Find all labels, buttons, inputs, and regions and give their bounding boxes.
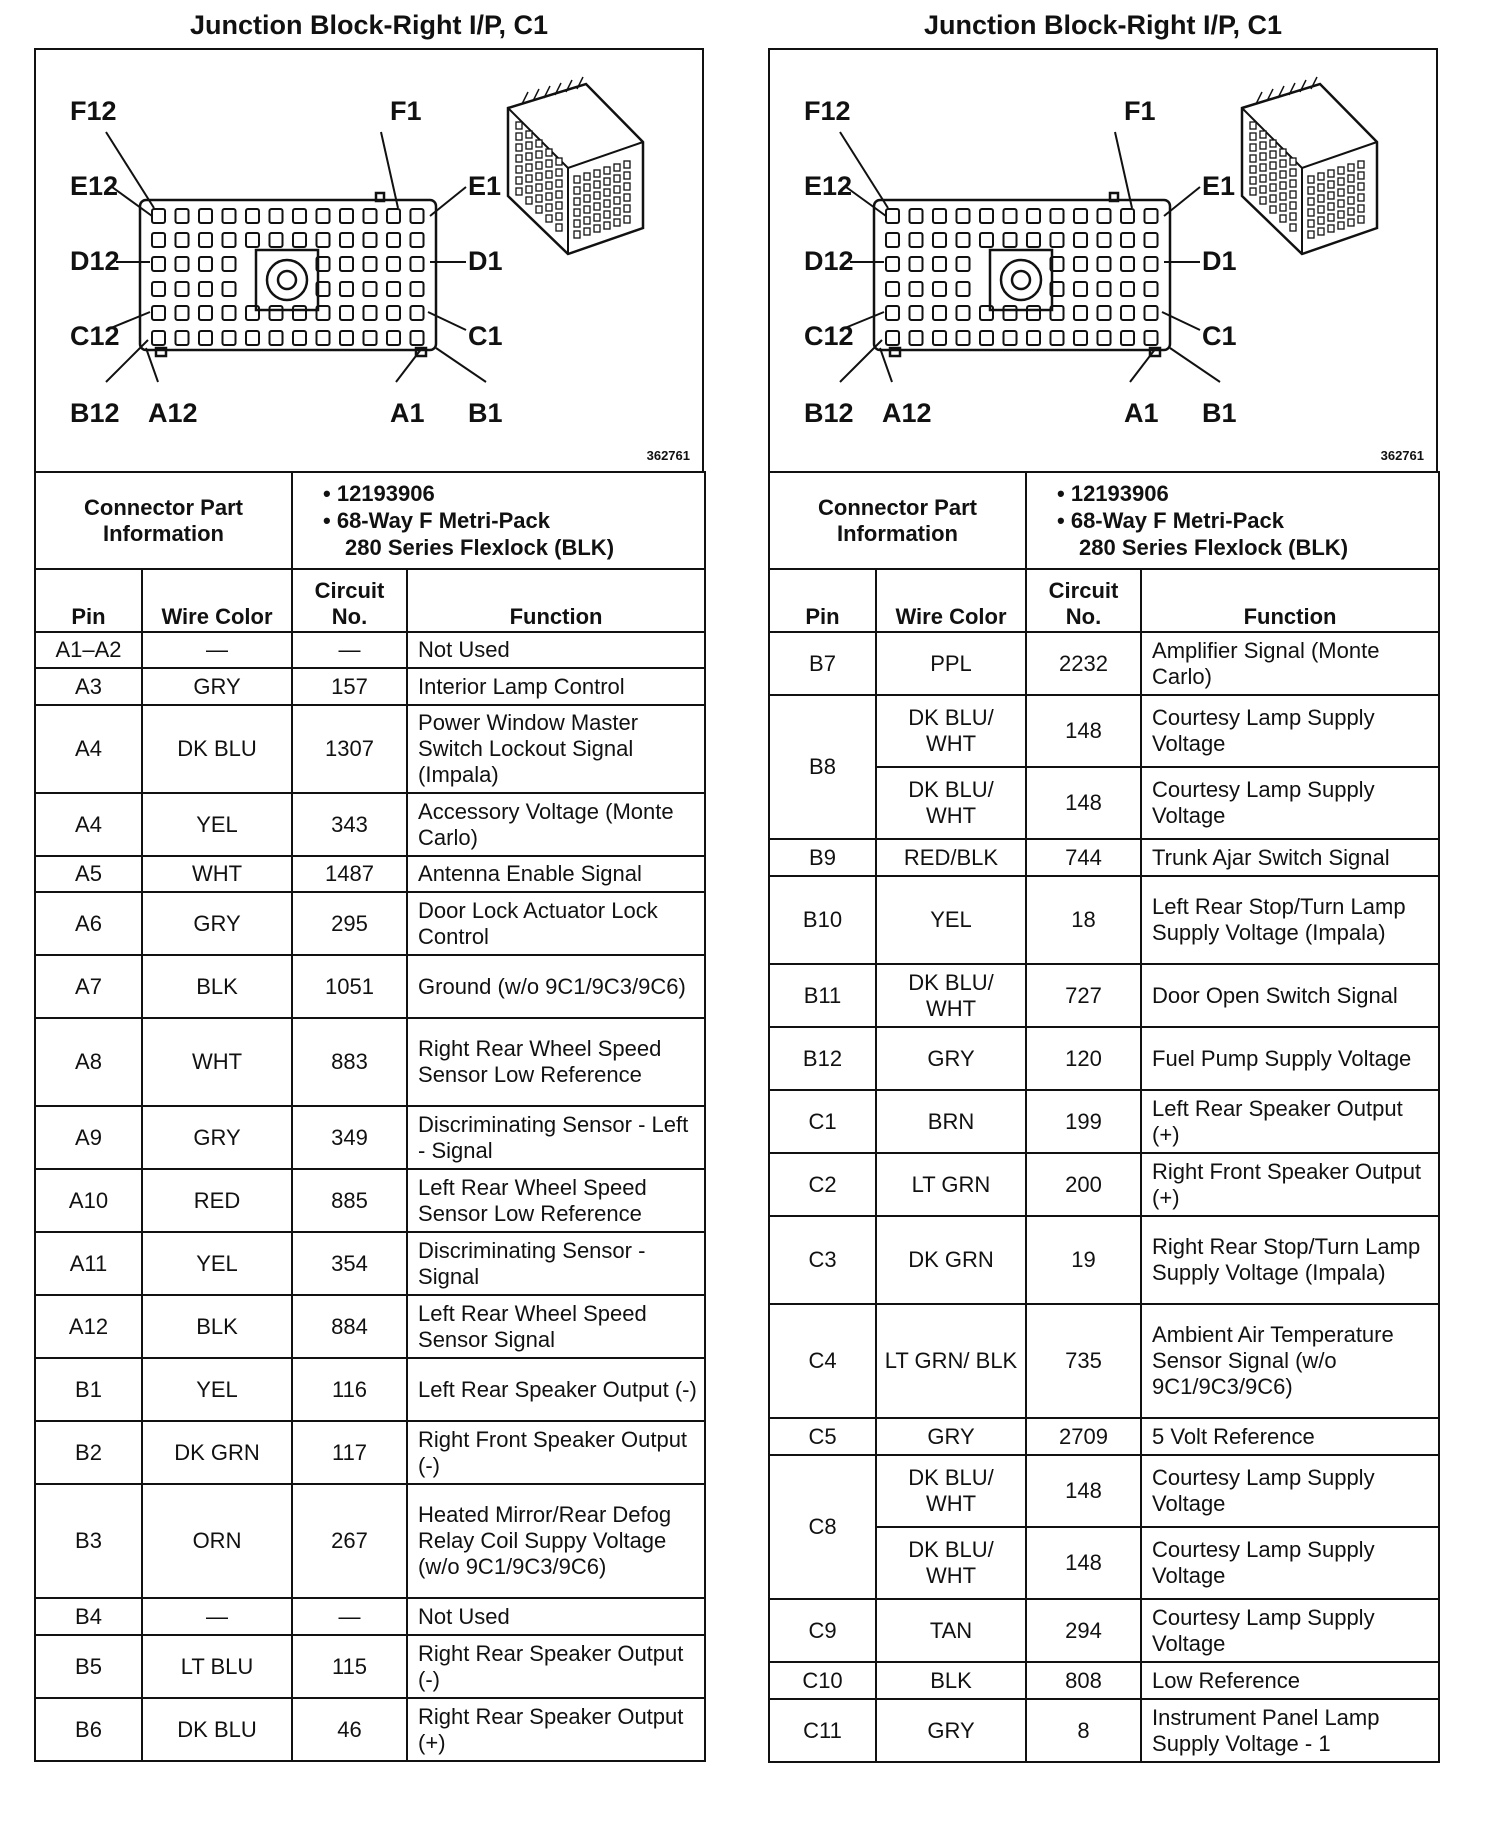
circuit-cell: 343 bbox=[292, 793, 407, 856]
function-cell: Antenna Enable Signal bbox=[407, 856, 705, 892]
wire-color-cell: DK GRN bbox=[142, 1421, 292, 1484]
pin-label-c12: C12 bbox=[70, 321, 120, 351]
pin-cell: A9 bbox=[35, 1106, 142, 1169]
table-row bbox=[769, 1599, 1439, 1662]
pin-label-a12: A12 bbox=[148, 398, 198, 428]
page-title: Junction Block-Right I/P, C1 bbox=[189, 10, 549, 40]
function-cell: Courtesy Lamp Supply Voltage bbox=[1141, 695, 1439, 767]
wire-color-cell: DK GRN bbox=[876, 1216, 1026, 1304]
wire-color-cell: LT GRN bbox=[876, 1153, 1026, 1216]
circuit-cell: 148 bbox=[1026, 767, 1141, 839]
circuit-cell: 2709 bbox=[1026, 1418, 1141, 1455]
pin-label-a12: A12 bbox=[882, 398, 932, 428]
table-row bbox=[769, 1662, 1439, 1699]
pin-label-a1: A1 bbox=[390, 398, 425, 428]
pin-cell: B5 bbox=[35, 1635, 142, 1698]
right-panel bbox=[768, 0, 1438, 1763]
table-row bbox=[35, 668, 705, 705]
function-cell: Discriminating Sensor - Left - Signal bbox=[407, 1106, 705, 1169]
function-cell: Heated Mirror/Rear Defog Relay Coil Suppy Voltage (w/o 9C1/9C3/9C6) bbox=[407, 1484, 705, 1598]
pin-label-d12: D12 bbox=[804, 246, 854, 276]
col-header-pin: Pin bbox=[769, 569, 876, 632]
table-row bbox=[35, 1358, 705, 1421]
pinout-table bbox=[34, 471, 706, 1762]
wire-color-cell: GRY bbox=[876, 1699, 1026, 1762]
connector-info-values bbox=[1026, 472, 1439, 569]
table-row bbox=[769, 1090, 1439, 1153]
circuit-cell: — bbox=[292, 632, 407, 668]
circuit-cell: 295 bbox=[292, 892, 407, 955]
function-cell: Power Window Master Switch Lockout Signal (Impala) bbox=[407, 705, 705, 793]
pin-cell: B11 bbox=[769, 964, 876, 1027]
table-row bbox=[35, 892, 705, 955]
pinout-table bbox=[768, 471, 1440, 1763]
pin-label-d1: D1 bbox=[1202, 246, 1237, 276]
pin-cell: A12 bbox=[35, 1295, 142, 1358]
circuit-cell: 117 bbox=[292, 1421, 407, 1484]
pin-cell: A8 bbox=[35, 1018, 142, 1106]
pin-label-b12: B12 bbox=[70, 398, 120, 428]
wire-color-cell: LT GRN/ BLK bbox=[876, 1304, 1026, 1418]
function-cell: Right Rear Wheel Speed Sensor Low Reference bbox=[407, 1018, 705, 1106]
function-cell: Right Rear Speaker Output (-) bbox=[407, 1635, 705, 1698]
circuit-cell: 2232 bbox=[1026, 632, 1141, 695]
pin-cell: A10 bbox=[35, 1169, 142, 1232]
pin-label-b1: B1 bbox=[1202, 398, 1237, 428]
function-cell: Right Front Speaker Output (-) bbox=[407, 1421, 705, 1484]
function-cell: Right Rear Stop/Turn Lamp Supply Voltage (Impala) bbox=[1141, 1216, 1439, 1304]
circuit-cell: 1487 bbox=[292, 856, 407, 892]
left-panel bbox=[34, 0, 704, 1762]
pin-cell: A11 bbox=[35, 1232, 142, 1295]
pin-cell: C9 bbox=[769, 1599, 876, 1662]
wire-color-cell: — bbox=[142, 632, 292, 668]
table-row bbox=[769, 1304, 1439, 1418]
wire-color-cell: TAN bbox=[876, 1599, 1026, 1662]
pin-label-c1: C1 bbox=[1202, 321, 1237, 351]
pin-cell: C11 bbox=[769, 1699, 876, 1762]
circuit-cell: 116 bbox=[292, 1358, 407, 1421]
circuit-cell: 148 bbox=[1026, 1527, 1141, 1599]
circuit-cell: 157 bbox=[292, 668, 407, 705]
pin-cell: B2 bbox=[35, 1421, 142, 1484]
pin-label-b1: B1 bbox=[468, 398, 503, 428]
pin-cell: B10 bbox=[769, 876, 876, 964]
connector-series: 280 Series Flexlock (BLK) bbox=[345, 535, 615, 560]
function-cell: Fuel Pump Supply Voltage bbox=[1141, 1027, 1439, 1090]
pin-cell: B1 bbox=[35, 1358, 142, 1421]
pin-label-c1: C1 bbox=[468, 321, 503, 351]
wire-color-cell: YEL bbox=[142, 1358, 292, 1421]
col-header-circuit: Circuit No. bbox=[292, 569, 407, 632]
function-cell: Ambient Air Temperature Sensor Signal (w/o 9C1/9C3/9C6) bbox=[1141, 1304, 1439, 1418]
function-cell: Accessory Voltage (Monte Carlo) bbox=[407, 793, 705, 856]
table-row bbox=[35, 955, 705, 1018]
table-row bbox=[769, 1027, 1439, 1090]
pin-label-e12: E12 bbox=[70, 171, 119, 201]
pin-label-f1: F1 bbox=[390, 96, 422, 126]
function-cell: Door Lock Actuator Lock Control bbox=[407, 892, 705, 955]
table-row bbox=[769, 876, 1439, 964]
table-row bbox=[35, 705, 705, 793]
wire-color-cell: BLK bbox=[142, 955, 292, 1018]
table-row bbox=[35, 632, 705, 668]
circuit-cell: 148 bbox=[1026, 695, 1141, 767]
function-cell: Not Used bbox=[407, 632, 705, 668]
pin-cell: A5 bbox=[35, 856, 142, 892]
function-cell: Left Rear Wheel Speed Sensor Low Reference bbox=[407, 1169, 705, 1232]
circuit-cell: — bbox=[292, 1598, 407, 1635]
wire-color-cell: DK BLU/ WHT bbox=[876, 1527, 1026, 1599]
pin-label-c12: C12 bbox=[804, 321, 854, 351]
pin-cell: B8 bbox=[769, 695, 876, 839]
wire-color-cell: LT BLU bbox=[142, 1635, 292, 1698]
pin-cell: C2 bbox=[769, 1153, 876, 1216]
connector-face-drawing bbox=[36, 50, 706, 473]
table-row bbox=[35, 1598, 705, 1635]
function-cell: Right Front Speaker Output (+) bbox=[1141, 1153, 1439, 1216]
circuit-cell: 120 bbox=[1026, 1027, 1141, 1090]
table-row bbox=[769, 1418, 1439, 1455]
circuit-cell: 883 bbox=[292, 1018, 407, 1106]
wire-color-cell: RED bbox=[142, 1169, 292, 1232]
pin-cell: A1–A2 bbox=[35, 632, 142, 668]
connector-info-values bbox=[292, 472, 705, 569]
function-cell: Left Rear Speaker Output (-) bbox=[407, 1358, 705, 1421]
circuit-cell: 885 bbox=[292, 1169, 407, 1232]
wire-color-cell: — bbox=[142, 1598, 292, 1635]
function-cell: Trunk Ajar Switch Signal bbox=[1141, 839, 1439, 876]
table-row bbox=[769, 632, 1439, 695]
pin-label-f12: F12 bbox=[804, 96, 851, 126]
pin-label-e1: E1 bbox=[1202, 171, 1236, 201]
table-row bbox=[35, 1484, 705, 1598]
pin-cell: A4 bbox=[35, 705, 142, 793]
circuit-cell: 354 bbox=[292, 1232, 407, 1295]
function-cell: Discriminating Sensor - Signal bbox=[407, 1232, 705, 1295]
circuit-cell: 735 bbox=[1026, 1304, 1141, 1418]
wire-color-cell: BLK bbox=[142, 1295, 292, 1358]
connector-diagram bbox=[34, 48, 704, 471]
pin-cell: C10 bbox=[769, 1662, 876, 1699]
circuit-cell: 46 bbox=[292, 1698, 407, 1761]
pin-cell: C4 bbox=[769, 1304, 876, 1418]
circuit-cell: 148 bbox=[1026, 1455, 1141, 1527]
circuit-cell: 267 bbox=[292, 1484, 407, 1598]
pin-label-e12: E12 bbox=[804, 171, 853, 201]
connector-info-header: Connector Part Information bbox=[769, 472, 1026, 569]
table-row bbox=[35, 856, 705, 892]
col-header-wire-color: Wire Color bbox=[876, 569, 1026, 632]
wire-color-cell: RED/BLK bbox=[876, 839, 1026, 876]
table-row bbox=[769, 1699, 1439, 1762]
pin-label-a1: A1 bbox=[1124, 398, 1159, 428]
wire-color-cell: YEL bbox=[142, 1232, 292, 1295]
function-cell: 5 Volt Reference bbox=[1141, 1418, 1439, 1455]
diagram-part-number: 362761 bbox=[1380, 448, 1424, 463]
pin-label-d12: D12 bbox=[70, 246, 120, 276]
wire-color-cell: DK BLU bbox=[142, 1698, 292, 1761]
connector-type: • 68-Way F Metri-Pack bbox=[1057, 508, 1284, 533]
circuit-cell: 19 bbox=[1026, 1216, 1141, 1304]
wire-color-cell: DK BLU/ WHT bbox=[876, 767, 1026, 839]
table-header-row bbox=[35, 569, 705, 632]
wire-color-cell: YEL bbox=[876, 876, 1026, 964]
connector-type: • 68-Way F Metri-Pack bbox=[323, 508, 550, 533]
wire-color-cell: PPL bbox=[876, 632, 1026, 695]
table-row bbox=[35, 1698, 705, 1761]
col-header-function: Function bbox=[407, 569, 705, 632]
col-header-pin: Pin bbox=[35, 569, 142, 632]
pin-cell: C1 bbox=[769, 1090, 876, 1153]
table-row bbox=[35, 1421, 705, 1484]
pin-cell: C3 bbox=[769, 1216, 876, 1304]
wire-color-cell: WHT bbox=[142, 856, 292, 892]
function-cell: Right Rear Speaker Output (+) bbox=[407, 1698, 705, 1761]
pin-label-d1: D1 bbox=[468, 246, 503, 276]
wire-color-cell: GRY bbox=[142, 892, 292, 955]
function-cell: Door Open Switch Signal bbox=[1141, 964, 1439, 1027]
circuit-cell: 8 bbox=[1026, 1699, 1141, 1762]
function-cell: Left Rear Stop/Turn Lamp Supply Voltage (Impala) bbox=[1141, 876, 1439, 964]
pin-label-e1: E1 bbox=[468, 171, 502, 201]
table-row bbox=[35, 1635, 705, 1698]
table-row bbox=[35, 793, 705, 856]
pin-cell: A7 bbox=[35, 955, 142, 1018]
table-row bbox=[35, 1169, 705, 1232]
circuit-cell: 808 bbox=[1026, 1662, 1141, 1699]
function-cell: Low Reference bbox=[1141, 1662, 1439, 1699]
pin-cell: B3 bbox=[35, 1484, 142, 1598]
circuit-cell: 744 bbox=[1026, 839, 1141, 876]
pin-label-f1: F1 bbox=[1124, 96, 1156, 126]
wire-color-cell: GRY bbox=[876, 1027, 1026, 1090]
wire-color-cell: GRY bbox=[876, 1418, 1026, 1455]
table-row bbox=[769, 1216, 1439, 1304]
circuit-cell: 349 bbox=[292, 1106, 407, 1169]
circuit-cell: 727 bbox=[1026, 964, 1141, 1027]
table-row bbox=[35, 1018, 705, 1106]
wire-color-cell: WHT bbox=[142, 1018, 292, 1106]
function-cell: Courtesy Lamp Supply Voltage bbox=[1141, 1455, 1439, 1527]
wire-color-cell: BLK bbox=[876, 1662, 1026, 1699]
table-row bbox=[769, 964, 1439, 1027]
table-row bbox=[35, 1106, 705, 1169]
function-cell: Interior Lamp Control bbox=[407, 668, 705, 705]
circuit-cell: 199 bbox=[1026, 1090, 1141, 1153]
function-cell: Courtesy Lamp Supply Voltage bbox=[1141, 1527, 1439, 1599]
function-cell: Courtesy Lamp Supply Voltage bbox=[1141, 1599, 1439, 1662]
pin-cell: B7 bbox=[769, 632, 876, 695]
circuit-cell: 1307 bbox=[292, 705, 407, 793]
wire-color-cell: GRY bbox=[142, 1106, 292, 1169]
connector-part-number: • 12193906 bbox=[323, 481, 435, 506]
wire-color-cell: BRN bbox=[876, 1090, 1026, 1153]
circuit-cell: 294 bbox=[1026, 1599, 1141, 1662]
col-header-wire-color: Wire Color bbox=[142, 569, 292, 632]
diagram-part-number: 362761 bbox=[646, 448, 690, 463]
function-cell: Courtesy Lamp Supply Voltage bbox=[1141, 767, 1439, 839]
wire-color-cell: GRY bbox=[142, 668, 292, 705]
pin-cell: A4 bbox=[35, 793, 142, 856]
col-header-circuit: Circuit No. bbox=[1026, 569, 1141, 632]
wire-color-cell: DK BLU/ WHT bbox=[876, 1455, 1026, 1527]
table-row bbox=[769, 695, 1439, 767]
table-row bbox=[35, 1232, 705, 1295]
connector-part-number: • 12193906 bbox=[1057, 481, 1169, 506]
function-cell: Left Rear Wheel Speed Sensor Signal bbox=[407, 1295, 705, 1358]
table-row bbox=[769, 839, 1439, 876]
wire-color-cell: DK BLU/ WHT bbox=[876, 695, 1026, 767]
function-cell: Left Rear Speaker Output (+) bbox=[1141, 1090, 1439, 1153]
function-cell: Not Used bbox=[407, 1598, 705, 1635]
table-row bbox=[769, 1153, 1439, 1216]
pin-label-f12: F12 bbox=[70, 96, 117, 126]
pin-cell: B4 bbox=[35, 1598, 142, 1635]
wire-color-cell: YEL bbox=[142, 793, 292, 856]
table-row bbox=[35, 1295, 705, 1358]
connector-info-row bbox=[35, 472, 705, 569]
pin-cell: C8 bbox=[769, 1455, 876, 1599]
connector-series: 280 Series Flexlock (BLK) bbox=[1079, 535, 1349, 560]
wire-color-cell: ORN bbox=[142, 1484, 292, 1598]
pin-cell: C5 bbox=[769, 1418, 876, 1455]
pin-cell: A3 bbox=[35, 668, 142, 705]
pin-cell: B12 bbox=[769, 1027, 876, 1090]
circuit-cell: 115 bbox=[292, 1635, 407, 1698]
circuit-cell: 200 bbox=[1026, 1153, 1141, 1216]
pin-cell: A6 bbox=[35, 892, 142, 955]
pin-label-b12: B12 bbox=[804, 398, 854, 428]
connector-face-drawing bbox=[770, 50, 1440, 473]
pin-cell: B6 bbox=[35, 1698, 142, 1761]
connector-diagram bbox=[768, 48, 1438, 471]
function-cell: Amplifier Signal (Monte Carlo) bbox=[1141, 632, 1439, 695]
col-header-function: Function bbox=[1141, 569, 1439, 632]
circuit-cell: 18 bbox=[1026, 876, 1141, 964]
circuit-cell: 884 bbox=[292, 1295, 407, 1358]
wire-color-cell: DK BLU bbox=[142, 705, 292, 793]
connector-info-row bbox=[769, 472, 1439, 569]
page-title: Junction Block-Right I/P, C1 bbox=[923, 10, 1283, 40]
table-header-row bbox=[769, 569, 1439, 632]
connector-info-header: Connector Part Information bbox=[35, 472, 292, 569]
wire-color-cell: DK BLU/ WHT bbox=[876, 964, 1026, 1027]
pin-cell: B9 bbox=[769, 839, 876, 876]
circuit-cell: 1051 bbox=[292, 955, 407, 1018]
function-cell: Ground (w/o 9C1/9C3/9C6) bbox=[407, 955, 705, 1018]
table-row bbox=[769, 1455, 1439, 1527]
function-cell: Instrument Panel Lamp Supply Voltage - 1 bbox=[1141, 1699, 1439, 1762]
